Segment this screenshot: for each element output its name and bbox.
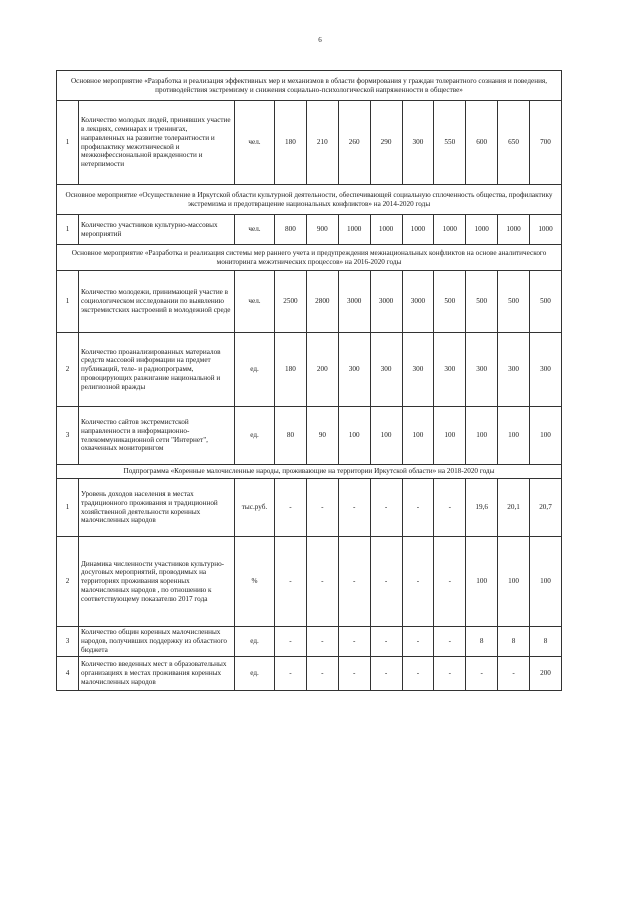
unit-of-measure: %: [235, 537, 275, 627]
indicator-value: 200: [306, 333, 338, 407]
indicator-value: 1000: [370, 215, 402, 245]
indicator-value: 300: [434, 333, 466, 407]
indicator-name: Динамика численности участников культурно-досуговых мероприятий, проводимых на территориях проживания коренных малочисленных народов , по отношению к соответствующему показателю 2017 года: [79, 537, 235, 627]
indicator-value: -: [370, 657, 402, 691]
table-row: [57, 407, 562, 465]
indicator-value: -: [434, 627, 466, 657]
indicator-value: 3000: [338, 271, 370, 333]
unit-of-measure: ед.: [235, 627, 275, 657]
indicator-name: Количество введенных мест в образовательных организациях в местах проживания коренных малочисленных народов: [79, 657, 235, 691]
section-header-row: [57, 465, 562, 479]
indicator-value: 900: [306, 215, 338, 245]
table-row: [57, 657, 562, 691]
indicator-value: 8: [498, 627, 530, 657]
indicator-value: 1000: [466, 215, 498, 245]
indicator-value: -: [306, 657, 338, 691]
indicator-value: 1000: [498, 215, 530, 245]
indicator-value: 100: [498, 537, 530, 627]
indicator-value: 3000: [370, 271, 402, 333]
indicator-value: -: [370, 627, 402, 657]
indicator-value: 500: [434, 271, 466, 333]
section-title: Основное мероприятие «Разработка и реализация эффективных мер и механизмов в области формирования у граждан толерантного сознания и поведения, противодействия экстремизму и снижения социально-психологической напряженности в обществе»: [57, 71, 562, 101]
row-number: 1: [57, 101, 79, 185]
indicator-value: -: [275, 537, 307, 627]
indicator-value: 100: [498, 407, 530, 465]
table-row: [57, 627, 562, 657]
section-title: Основное мероприятие «Разработка и реализация системы мер раннего учета и предупреждения межнациональных конфликтов на основе аналитического мониторинга межэтнических процессов» на 2016-2020 годы: [57, 245, 562, 271]
indicator-value: 500: [530, 271, 562, 333]
indicator-value: -: [306, 627, 338, 657]
indicator-value: -: [338, 479, 370, 537]
indicator-value: -: [466, 657, 498, 691]
indicator-value: -: [338, 537, 370, 627]
indicator-value: 19,6: [466, 479, 498, 537]
indicator-value: -: [402, 657, 434, 691]
indicator-value: 8: [530, 627, 562, 657]
table-row: [57, 101, 562, 185]
indicator-value: 100: [530, 407, 562, 465]
indicator-value: 1000: [530, 215, 562, 245]
indicator-value: -: [434, 479, 466, 537]
indicator-value: 1000: [402, 215, 434, 245]
indicator-value: 300: [402, 101, 434, 185]
section-header-row: [57, 245, 562, 271]
table-row: [57, 333, 562, 407]
indicator-value: 500: [466, 271, 498, 333]
table-row: [57, 537, 562, 627]
section-title: Основное мероприятие «Осуществление в Иркутской области культурной деятельности, обеспечивающей социальную сплоченность общества, профилактику экстремизма и предотвращение национальных конфликтов» на 2014-2020 годы: [57, 185, 562, 215]
indicator-name: Количество молодых людей, принявших участие в лекциях, семинарах и тренингах, направленных на развитие толерантности и профилактику межэтнической и межконфессиональной вражденности и нетерпимости: [79, 101, 235, 185]
unit-of-measure: тыс.руб.: [235, 479, 275, 537]
indicator-value: 180: [275, 101, 307, 185]
indicator-value: 550: [434, 101, 466, 185]
row-number: 1: [57, 479, 79, 537]
indicator-value: -: [306, 479, 338, 537]
row-number: 3: [57, 627, 79, 657]
indicator-value: 700: [530, 101, 562, 185]
indicator-value: -: [275, 479, 307, 537]
indicator-value: 90: [306, 407, 338, 465]
indicator-name: Количество проанализированных материалов средств массовой информации на предмет публикаций, теле- и радиопрограмм, провоцирующих разжигание национальной и религиозной вражды: [79, 333, 235, 407]
indicator-value: -: [370, 537, 402, 627]
indicators-table: [56, 70, 562, 691]
indicators-table-body: [57, 71, 562, 691]
indicator-value: 100: [466, 407, 498, 465]
indicator-value: 210: [306, 101, 338, 185]
row-number: 3: [57, 407, 79, 465]
indicator-value: 2800: [306, 271, 338, 333]
unit-of-measure: ед.: [235, 657, 275, 691]
indicator-value: 100: [434, 407, 466, 465]
indicator-value: 20,1: [498, 479, 530, 537]
indicator-name: Уровень доходов населения в местах традиционного проживания и традиционной хозяйственной деятельности коренных малочисленных народов: [79, 479, 235, 537]
section-title: Подпрограмма «Коренные малочисленные народы, проживающие на территории Иркутской области» на 2018-2020 годы: [57, 465, 562, 479]
indicator-value: 100: [370, 407, 402, 465]
indicator-value: 3000: [402, 271, 434, 333]
indicator-name: Количество молодежи, принимающей участие в социологическом исследовании по выявлению экстремистских настроений в молодежной среде: [79, 271, 235, 333]
unit-of-measure: ед.: [235, 407, 275, 465]
indicator-name: Количество общин коренных малочисленных народов, получивших поддержку из областного бюджета: [79, 627, 235, 657]
row-number: 2: [57, 537, 79, 627]
section-header-row: [57, 185, 562, 215]
indicator-value: 650: [498, 101, 530, 185]
row-number: 2: [57, 333, 79, 407]
section-header-row: [57, 71, 562, 101]
indicator-value: 300: [530, 333, 562, 407]
indicator-name: Количество участников культурно-массовых мероприятий: [79, 215, 235, 245]
row-number: 1: [57, 271, 79, 333]
indicator-value: 180: [275, 333, 307, 407]
indicator-value: 200: [530, 657, 562, 691]
table-row: [57, 479, 562, 537]
indicator-value: 600: [466, 101, 498, 185]
unit-of-measure: чел.: [235, 101, 275, 185]
indicator-value: 290: [370, 101, 402, 185]
indicator-value: -: [275, 657, 307, 691]
indicator-value: 260: [338, 101, 370, 185]
indicator-value: 100: [466, 537, 498, 627]
indicator-value: -: [402, 537, 434, 627]
indicator-value: 500: [498, 271, 530, 333]
indicator-value: 1000: [434, 215, 466, 245]
row-number: 1: [57, 215, 79, 245]
unit-of-measure: ед.: [235, 333, 275, 407]
indicator-value: 100: [338, 407, 370, 465]
table-row: [57, 271, 562, 333]
indicator-value: 100: [402, 407, 434, 465]
indicator-value: 20,7: [530, 479, 562, 537]
indicator-value: 300: [402, 333, 434, 407]
indicator-value: 300: [370, 333, 402, 407]
indicator-value: 300: [466, 333, 498, 407]
indicator-name: Количество сайтов экстремистской направленности в информационно-телекоммуникационной сети "Интернет", охваченных мониторингом: [79, 407, 235, 465]
row-number: 4: [57, 657, 79, 691]
table-row: [57, 215, 562, 245]
indicator-value: 8: [466, 627, 498, 657]
indicator-value: -: [306, 537, 338, 627]
indicator-value: 80: [275, 407, 307, 465]
indicator-value: 300: [498, 333, 530, 407]
indicator-value: -: [434, 537, 466, 627]
indicator-value: -: [434, 657, 466, 691]
indicator-value: -: [402, 479, 434, 537]
indicator-value: 2500: [275, 271, 307, 333]
indicator-value: 100: [530, 537, 562, 627]
indicator-value: -: [402, 627, 434, 657]
indicator-value: 800: [275, 215, 307, 245]
unit-of-measure: чел.: [235, 271, 275, 333]
indicator-value: -: [338, 657, 370, 691]
unit-of-measure: чел.: [235, 215, 275, 245]
indicator-value: -: [275, 627, 307, 657]
indicator-value: -: [370, 479, 402, 537]
indicator-value: 300: [338, 333, 370, 407]
indicator-value: -: [338, 627, 370, 657]
page-number: 6: [318, 36, 322, 44]
indicator-value: 1000: [338, 215, 370, 245]
indicator-value: -: [498, 657, 530, 691]
